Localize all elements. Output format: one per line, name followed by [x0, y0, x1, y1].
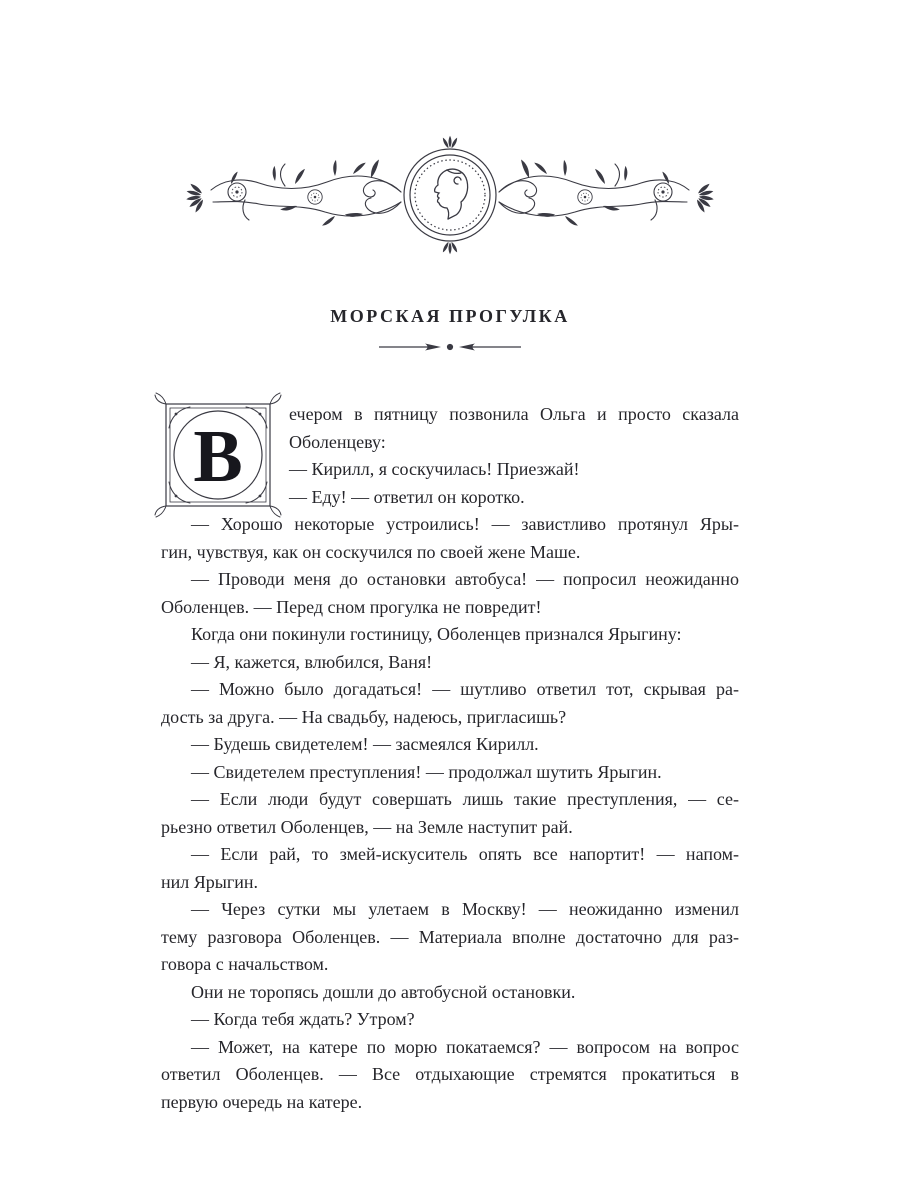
body-text [161, 401, 739, 1116]
drop-cap-frame [161, 401, 275, 509]
paragraph [161, 1006, 739, 1034]
text-line: — Кирилл, я соскучилась! Приезжай! [289, 459, 580, 479]
paragraph [161, 841, 739, 896]
paragraph [161, 1034, 739, 1117]
text-line: — Будешь свидетелем! — засмеялся Кирилл. [191, 734, 539, 754]
text-line: — Через сутки мы улетаем в Москву! — неожиданно изменил [191, 899, 739, 919]
paragraph [161, 896, 739, 979]
cameo-profile-icon [435, 169, 468, 219]
text-line: тему разговора Оболенцев. — Материала вполне достаточно для раз- [161, 926, 739, 947]
text-line: дость за друга. — На свадьбу, надеюсь, пригласишь? [161, 706, 567, 727]
text-line: Оболенцев. — Перед сном прогулка не повредит! [161, 596, 542, 617]
paragraph [161, 759, 739, 787]
drop-cap-icon [161, 401, 275, 509]
text-line: — Свидетелем преступления! — продолжал шутить Ярыгин. [191, 761, 662, 782]
paragraph [161, 979, 739, 1007]
paragraph [161, 731, 739, 759]
text-line: нил Ярыгин. [161, 871, 258, 892]
paragraph [161, 621, 739, 649]
paragraph [161, 786, 739, 841]
chapter-divider [375, 339, 525, 355]
text-line: — Хорошо некоторые устроились! — завистливо протянул Яры- [191, 514, 739, 534]
text-line: Когда они покинули гостиницу, Оболенцев признался Ярыгину: [191, 624, 682, 644]
paragraph [161, 511, 739, 566]
text-line: ответил Оболенцев. — Все отдыхающие стремятся прокатиться в [161, 1064, 739, 1084]
chapter-title: МОРСКАЯ ПРОГУЛКА [330, 306, 570, 326]
paragraph [161, 649, 739, 677]
text-line: Оболенцеву: [289, 431, 386, 452]
text-line: говора с начальством. [161, 954, 329, 974]
text-line: — Если люди будут совершать лишь такие преступления, — се- [191, 789, 739, 809]
floral-headpiece [175, 140, 725, 250]
text-line: гин, чувствуя, как он соскучился по своей жене Маше. [161, 541, 581, 562]
text-line: — Может, на катере по морю покатаемся? — вопросом на вопрос [191, 1036, 739, 1057]
text-line: — Я, кажется, влюбился, Ваня! [191, 651, 433, 672]
drop-cap-letter: В [193, 416, 243, 498]
text-line: — Проводи меня до остановки автобуса! — попросил неожиданно [191, 569, 739, 589]
headpiece-ornament-icon [175, 140, 725, 250]
text-line: рьезно ответил Оболенцев, — на Земле наступит рай. [161, 816, 573, 837]
paragraph [161, 566, 739, 621]
text-line: Они не торопясь дошли до автобусной остановки. [191, 981, 576, 1002]
paragraph [161, 676, 739, 731]
text-line: первую очередь на катере. [161, 1091, 363, 1112]
text-line: — Если рай, то змей-искуситель опять все напортит! — напом- [191, 844, 739, 864]
text-line: ечером в пятницу позвонила Ольга и просто сказала [289, 404, 739, 424]
text-line: — Можно было догадаться! — шутливо ответил тот, скрывая ра- [191, 679, 739, 699]
divider-icon [375, 339, 525, 355]
text-line: — Когда тебя ждать? Утром? [191, 1009, 415, 1029]
text-line: — Еду! — ответил он коротко. [289, 486, 525, 507]
